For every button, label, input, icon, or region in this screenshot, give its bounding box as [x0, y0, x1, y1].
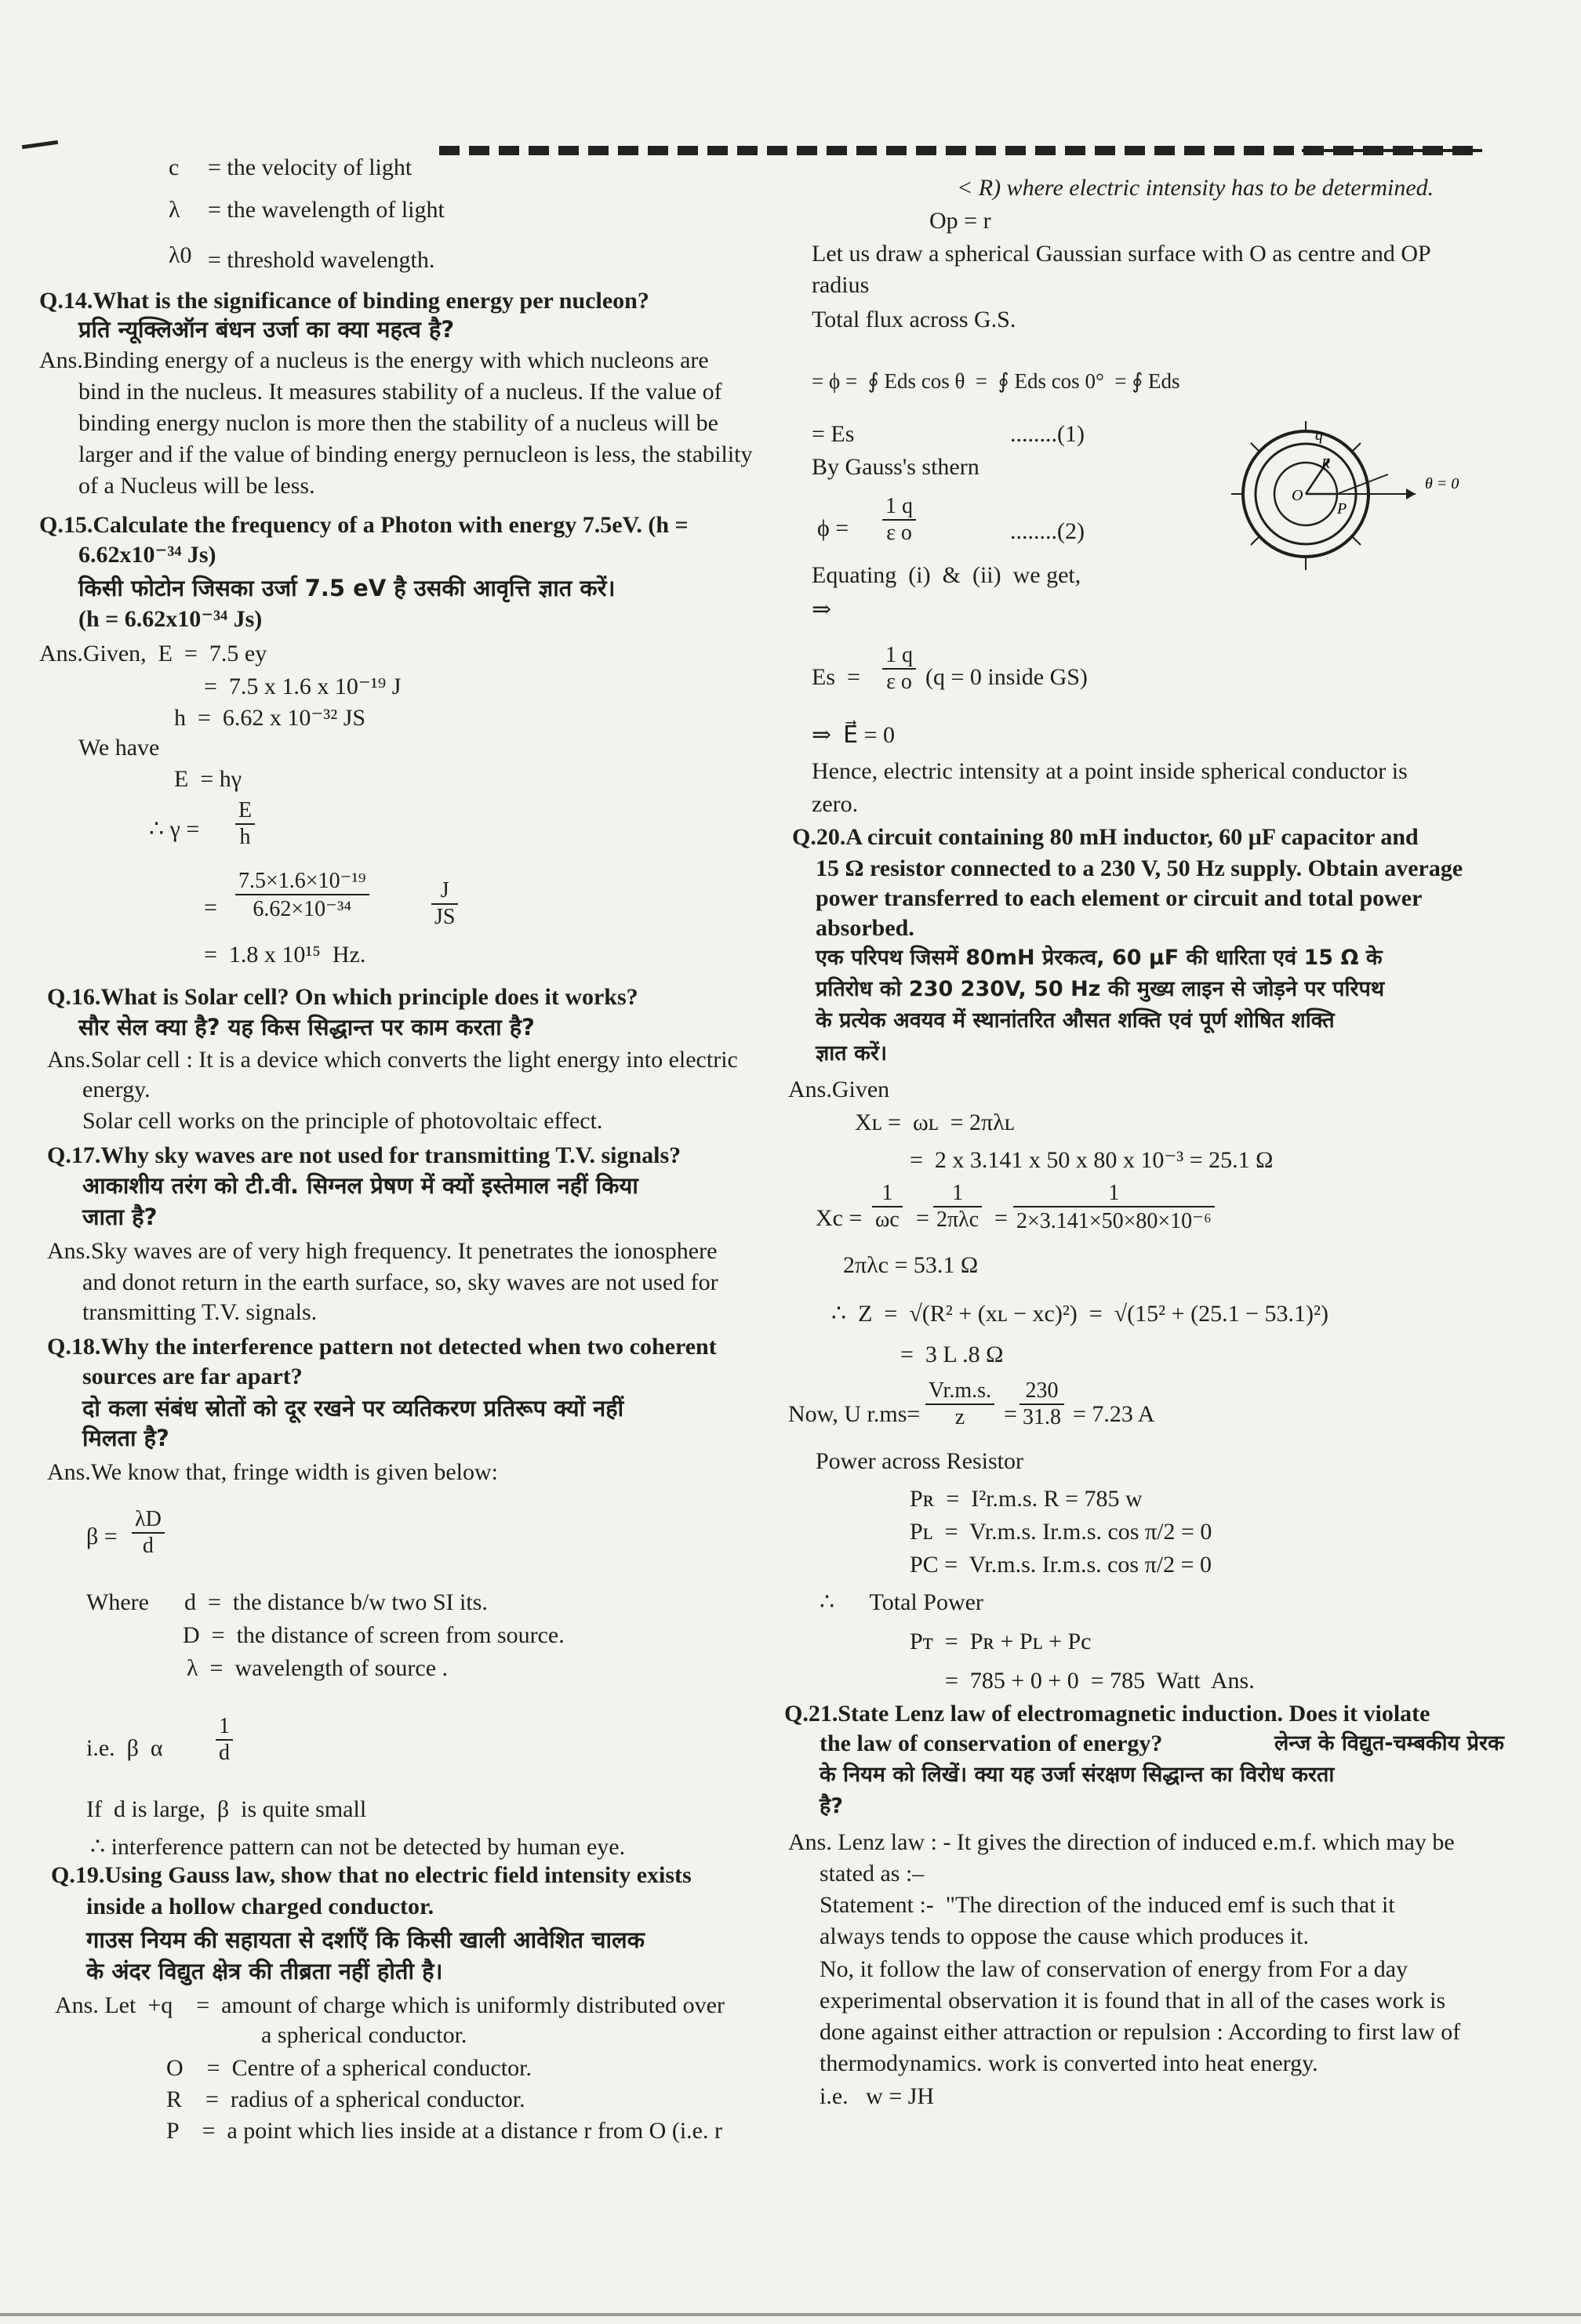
q20-xc-eq-2: = — [994, 1205, 1008, 1231]
q20-xl: Xʟ = ωʟ = 2πλʟ — [855, 1109, 1015, 1135]
q16-answer-line-2: energy. — [82, 1077, 151, 1102]
q19-question-cont: inside a hollow charged conductor. — [86, 1894, 434, 1919]
q21-answer-line-9: i.e. w = JH — [820, 2083, 935, 2109]
q18-answer-intro: Ans.We know that, fringe width is given below: — [47, 1459, 498, 1485]
r-equating: Equating (i) & (ii) we get, — [812, 562, 1081, 588]
q15-calc-fraction — [235, 867, 369, 922]
q19-question-hindi-2: के अंदर विद्युत क्षेत्र की तीब्रता नहीं होती है। — [86, 1958, 443, 1984]
field-vector-line — [1337, 474, 1388, 494]
q15-freq-fraction — [235, 798, 255, 850]
q20-question-line-4: absorbed. — [816, 915, 914, 941]
q19-question: Q.19.Using Gauss law, show that no electric field intensity exists — [51, 1862, 692, 1888]
q20-pc: PC = Vr.m.s. Ir.m.s. cos π/2 = 0 — [910, 1552, 1212, 1578]
q20-question-line-3: power transferred to each element or circuit and total power — [816, 885, 1423, 911]
q16-answer-line-3: Solar cell works on the principle of photovoltaic effect. — [82, 1108, 603, 1134]
q20-irms-fraction-1 — [925, 1378, 994, 1430]
q20-xc-eq-1: = — [916, 1205, 929, 1231]
q18-question: Q.18.Why the interference pattern not detected when two coherent — [47, 1334, 717, 1360]
q18-prop-numerator: 1 — [216, 1714, 233, 1741]
q20-impedance: ∴ Z = √(R² + (xʟ − xc)²) = √(15² + (25.1 − 53.1)²) — [831, 1301, 1328, 1327]
field-line-bottom-right — [1353, 537, 1361, 545]
def-lambda0-symbol: λ0 — [169, 242, 192, 268]
q20-question-line-1: Q.20.A circuit containing 80 mH inductor, 60 μF capacitor and — [792, 824, 1419, 850]
q18-question-hindi-1: दो कला संबंध स्रोतों को दूर रखने पर व्यतिकरण प्रतिरूप क्यों नहीं — [82, 1395, 624, 1422]
r-flux-es: = Es — [812, 421, 855, 447]
q15-e-hv: E = hγ — [174, 766, 242, 792]
q15-unit-fraction — [431, 878, 458, 930]
r-es-note: (q = 0 inside GS) — [925, 664, 1088, 690]
q21-question-hindi-1: लेन्ज के विद्युत-चम्बकीय प्रेरक — [1274, 1731, 1504, 1756]
q15-equals: = — [204, 895, 217, 921]
q16-question: Q.16.What is Solar cell? On which principle does it works? — [47, 984, 638, 1010]
q18-beta-denominator: d — [142, 1534, 154, 1558]
q20-xc-fraction-2 — [933, 1181, 982, 1233]
q21-question-hindi-2: के नियम को लिखें। क्या यह उर्जा संरक्षण सिद्धान्त का विरोध करता — [820, 1763, 1335, 1787]
r-implies: ⇒ — [812, 597, 832, 623]
q21-answer-line-1: Ans. Lenz law : - It gives the direction of induced e.m.f. which may be — [788, 1829, 1455, 1855]
q15-calc-denominator: 6.62×10⁻³⁴ — [253, 897, 352, 921]
r-es-denominator: ε o — [886, 670, 912, 694]
q14-answer-line-1: Ans.Binding energy of a nucleus is the energy with which nucleons are — [39, 347, 709, 373]
q20-xc-f1-denominator: ωc — [875, 1207, 900, 1232]
q18-beta-numerator: λD — [132, 1507, 165, 1534]
q21-answer-line-8: thermodynamics. work is converted into heat energy. — [820, 2050, 1318, 2076]
q17-question-hindi-2: जाता है? — [82, 1204, 158, 1230]
q21-question: Q.21.State Lenz law of electromagnetic induction. Does it violate — [784, 1701, 1430, 1727]
q19-answer-line-2: a spherical conductor. — [261, 2022, 467, 2048]
q20-irms-eq: = — [1004, 1401, 1017, 1427]
q20-xc-f1-numerator: 1 — [872, 1181, 903, 1207]
q18-beta-label: β = — [86, 1523, 118, 1549]
q21-answer-line-7: done against either attraction or repulsion : According to first law of — [820, 2019, 1461, 2045]
q18-where-D: D = the distance of screen from source. — [183, 1622, 565, 1648]
q20-xc-fraction-3 — [1013, 1181, 1215, 1234]
q14-question-hindi: प्रति न्यूक्लिऑन बंधन उर्जा का क्या महत्व है? — [78, 316, 455, 343]
q20-irms-fraction-2 — [1019, 1378, 1064, 1430]
q15-unit-denominator: JS — [434, 905, 456, 929]
q17-answer-line-3: transmitting T.V. signals. — [82, 1299, 318, 1325]
q15-unit-numerator: J — [431, 878, 458, 905]
q15-question: Q.15.Calculate the frequency of a Photon with energy 7.5eV. (h = — [39, 512, 689, 538]
q20-irms-f2-numerator: 230 — [1019, 1378, 1064, 1405]
q18-question-cont: sources are far apart? — [82, 1364, 303, 1389]
q20-pt: Pᴛ = Pʀ + Pʟ + Pc — [910, 1629, 1092, 1654]
q20-xc-f2-denominator: 2πλc — [936, 1207, 979, 1232]
q16-question-hindi: सौर सेल क्या है? यह किस सिद्धान्त पर काम करता है? — [78, 1014, 535, 1040]
q21-answer-line-3: Statement :- "The direction of the induced emf is such that it — [820, 1892, 1395, 1918]
q20-irms-f1-denominator: z — [954, 1405, 965, 1429]
q20-xc-value: 2πλc = 53.1 Ω — [843, 1252, 979, 1278]
q20-hindi-line-2: प्रतिरोध को 230 230V, 50 Hz की मुख्य लाइन से जोड़ने पर परिपथ — [816, 977, 1385, 1001]
q19-answer-line-1: Ans. Let +q = amount of charge which is uniformly distributed over — [55, 1992, 725, 2018]
q15-h-value: (h = 6.62x10⁻³⁴ Js) — [78, 606, 263, 632]
q20-xl-value: = 2 x 3.141 x 50 x 80 x 10⁻³ = 25.1 Ω — [910, 1147, 1274, 1173]
q20-xc-f2-numerator: 1 — [933, 1181, 982, 1207]
q19-answer-line-3: O = Centre of a spherical conductor. — [166, 2055, 532, 2081]
r-phi-numerator: 1 q — [882, 494, 916, 521]
field-line-bottom-left — [1251, 537, 1259, 545]
r-line-2: Op = r — [929, 208, 991, 234]
q21-answer-line-2: stated as :– — [820, 1861, 925, 1886]
q20-power-resistor: Power across Resistor — [816, 1448, 1023, 1474]
q20-pt-value: = 785 + 0 + 0 = 785 Watt Ans. — [945, 1668, 1255, 1694]
def-lambda0-text: = threshold wavelength. — [208, 247, 435, 273]
area-vector-arrowhead — [1406, 488, 1416, 499]
q20-irms-value: = 7.23 A — [1073, 1401, 1155, 1427]
q19-answer-line-4: R = radius of a spherical conductor. — [166, 2086, 525, 2112]
r-conclusion-1: Hence, electric intensity at a point inside spherical conductor is — [812, 758, 1408, 784]
gaussian-surface-figure — [1219, 419, 1478, 584]
q21-answer-line-4: always tends to oppose the cause which produces it. — [820, 1923, 1310, 1949]
fig-label-o: O — [1292, 487, 1303, 504]
q17-question: Q.17.Why sky waves are not used for transmitting T.V. signals? — [47, 1142, 681, 1168]
q18-conclusion-1: If d is large, β is quite small — [86, 1796, 367, 1822]
fig-label-theta: θ = 0 — [1425, 475, 1459, 492]
q15-result: = 1.8 x 10¹⁵ Hz. — [204, 942, 366, 968]
q20-xc-label: Xc = — [816, 1205, 863, 1231]
corner-mark — [22, 140, 58, 149]
bottom-edge — [0, 2313, 1581, 2316]
r-line-5: Total flux across G.S. — [812, 307, 1016, 332]
q20-irms-f1-numerator: Vr.m.s. — [925, 1378, 994, 1405]
q15-freq-label: ∴ γ = — [149, 816, 200, 842]
q18-beta-fraction — [132, 1507, 165, 1559]
q20-xc-f3-denominator: 2×3.141×50×80×10⁻⁶ — [1016, 1209, 1212, 1233]
field-line-top-right — [1353, 443, 1361, 451]
q15-we-have: We have — [78, 735, 160, 761]
q14-question: Q.14.What is the significance of binding energy per nucleon? — [39, 288, 649, 314]
q17-question-hindi-1: आकाशीय तरंग को टी.वी. सिग्नल प्रेषण में क्यों इस्तेमाल नहीं किया — [82, 1172, 638, 1199]
q18-proportional: i.e. β α — [86, 1735, 163, 1761]
q14-answer-line-5: of a Nucleus will be less. — [78, 473, 315, 499]
q15-question-cont: 6.62x10⁻³⁴ Js) — [78, 542, 216, 568]
q18-prop-fraction — [216, 1714, 233, 1766]
q15-question-hindi: किसी फोटोन जिसका उर्जा 7.5 eV है उसकी आवृत्ति ज्ञात करें। — [78, 575, 616, 601]
q20-irms-label: Now, U r.ms= — [788, 1401, 921, 1427]
q20-pr: Pʀ = I²r.m.s. R = 785 w — [910, 1486, 1143, 1512]
def-lambda-text: = the wavelength of light — [208, 197, 445, 223]
r-phi-fraction — [882, 494, 916, 546]
r-es-fraction — [882, 643, 916, 695]
q20-xc-f3-numerator: 1 — [1013, 1181, 1215, 1207]
def-lambda-symbol: λ — [169, 197, 180, 223]
q15-freq-numerator: E — [235, 798, 255, 825]
q20-question-line-2: 15 Ω resistor connected to a 230 V, 50 Hz supply. Obtain average — [816, 855, 1463, 881]
q21-answer-line-5: No, it follow the law of conservation of energy from For a day — [820, 1956, 1408, 1982]
q18-where: Where — [86, 1589, 149, 1615]
q20-pl: Pʟ = Vr.m.s. Ir.m.s. cos π/2 = 0 — [910, 1519, 1212, 1545]
q19-answer-line-5: P = a point which lies inside at a distance r from O (i.e. r — [166, 2118, 722, 2144]
q17-answer-line-1: Ans.Sky waves are of very high frequency. It penetrates the ionosphere — [47, 1238, 718, 1264]
r-phi-denominator: ε o — [886, 521, 912, 545]
r-line-1: < R) where electric intensity has to be determined. — [957, 175, 1434, 201]
q15-freq-denominator: h — [239, 825, 251, 849]
top-rule — [1302, 149, 1482, 152]
q20-total-power-label: ∴ Total Power — [820, 1589, 983, 1615]
fig-label-p: P — [1337, 500, 1347, 517]
r-flux-equation: = ϕ = ∮ Eds cos θ = ∮ Eds cos 0° = ∮ Eds — [812, 369, 1180, 393]
r-eq2-label: ........(2) — [1010, 518, 1085, 544]
q18-question-hindi-2: मिलता है? — [82, 1425, 169, 1451]
q21-question-hindi-3: है? — [820, 1794, 843, 1818]
q14-answer-line-2: bind in the nucleus. It measures stability of a nucleus. If the value of — [78, 379, 722, 405]
q20-xc-fraction-1 — [872, 1181, 903, 1233]
q20-hindi-line-1: एक परिपथ जिसमें 80mH प्रेरकत्व, 60 μF की धारिता एवं 15 Ω के — [816, 946, 1383, 970]
q20-irms-f2-denominator: 31.8 — [1023, 1405, 1061, 1429]
field-line-top-left — [1251, 443, 1259, 451]
def-c-symbol: c — [169, 154, 180, 180]
r-es-label: Es = — [812, 664, 860, 690]
q18-prop-denominator: d — [219, 1741, 230, 1765]
q14-answer-line-3: binding energy nuclon is more then the stability of a nucleus will be — [78, 410, 718, 436]
r-line-3: Let us draw a spherical Gaussian surface with O as centre and OP — [812, 241, 1431, 267]
q15-planck: h = 6.62 x 10⁻³² JS — [174, 705, 366, 731]
r-e-zero: ⇒ E⃗ = 0 — [812, 722, 896, 748]
q16-answer-line-1: Ans.Solar cell : It is a device which converts the light energy into electric — [47, 1047, 738, 1073]
fig-label-r: R — [1321, 456, 1330, 471]
q17-answer-line-2: and donot return in the earth surface, so, sky waves are not used for — [82, 1269, 718, 1295]
q20-impedance-value: = 3 L .8 Ω — [900, 1342, 1004, 1367]
q21-answer-line-6: experimental observation it is found that in all of the cases work is — [820, 1988, 1446, 2014]
r-line-4: radius — [812, 272, 870, 298]
fig-label-q: q — [1315, 427, 1323, 444]
q14-answer-line-4: larger and if the value of binding energy pernucleon is less, the stability — [78, 441, 753, 467]
q15-given: Ans.Given, E = 7.5 ey — [39, 641, 267, 666]
q15-energy-joule: = 7.5 x 1.6 x 10⁻¹⁹ J — [204, 674, 402, 699]
q21-question-cont: the law of conservation of energy? — [820, 1730, 1163, 1756]
q20-hindi-line-3: के प्रत्येक अवयव में स्थानांतरित औसत शक्ति एवं पूर्ण शोषित शक्ति — [816, 1008, 1335, 1033]
r-eq1-label: ........(1) — [1010, 421, 1085, 447]
r-phi-label: ϕ = — [817, 515, 849, 541]
q18-where-d: d = the distance b/w two SI its. — [184, 1589, 488, 1615]
q20-hindi-line-4: ज्ञात करें। — [816, 1041, 888, 1066]
r-gauss-label: By Gauss's sthern — [812, 454, 979, 480]
q18-conclusion-2: ∴ interference pattern can not be detected by human eye. — [90, 1834, 626, 1860]
r-es-numerator: 1 q — [882, 643, 916, 670]
q20-given: Ans.Given — [788, 1077, 890, 1102]
q19-question-hindi-1: गाउस नियम की सहायता से दर्शाएँ कि किसी खाली आवेशित चालक — [86, 1926, 645, 1953]
q15-calc-numerator: 7.5×1.6×10⁻¹⁹ — [235, 867, 369, 895]
q18-where-lambda: λ = wavelength of source . — [187, 1655, 449, 1681]
r-conclusion-2: zero. — [812, 791, 859, 817]
def-c-text: = the velocity of light — [208, 154, 413, 180]
